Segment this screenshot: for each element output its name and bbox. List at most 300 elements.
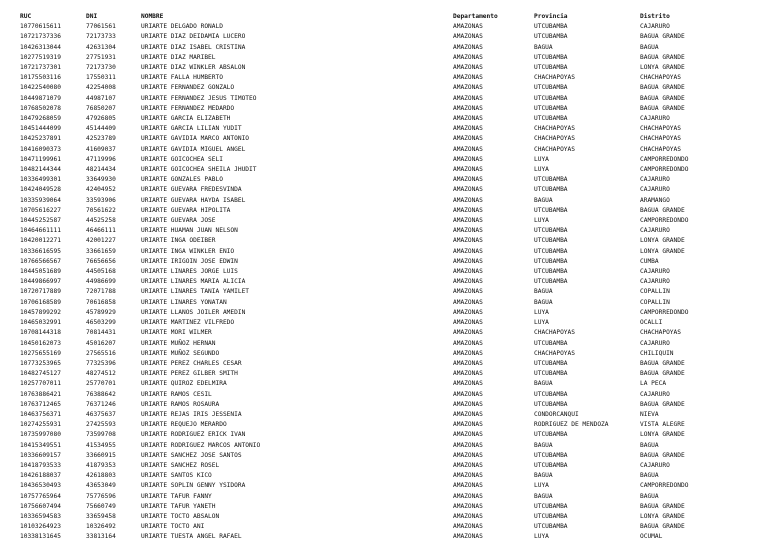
cell-provincia: BAGUA	[534, 380, 553, 388]
table-row	[20, 134, 740, 144]
cell-provincia: UTCUBAMBA	[534, 64, 568, 72]
table-row	[20, 287, 740, 297]
table-row	[20, 359, 740, 369]
cell-nombre: URIARTE GUEVARA HIPOLITA	[141, 206, 231, 214]
cell-dni: 44987107	[86, 94, 116, 102]
cell-distrito: LONYA GRANDE	[640, 431, 685, 439]
cell-distrito: CAMPORREDONDO	[640, 308, 689, 316]
cell-dni: 47926805	[86, 115, 116, 123]
cell-distrito: BAGUA GRANDE	[640, 94, 685, 102]
table-row	[20, 349, 740, 359]
table-row	[20, 532, 740, 542]
cell-departamento: AMAZONAS	[453, 268, 483, 276]
cell-nombre: URIARTE SANCHEZ ROSEL	[141, 461, 220, 469]
cell-nombre: URIARTE TUESTA ANGEL RAFAEL	[141, 533, 242, 541]
cell-provincia: UTCUBAMBA	[534, 237, 568, 245]
cell-provincia: CONDORCANQUI	[534, 410, 579, 418]
cell-dni: 77061561	[86, 23, 116, 31]
cell-provincia: UTCUBAMBA	[534, 268, 568, 276]
cell-distrito: BAGUA GRANDE	[640, 400, 685, 408]
cell-distrito: CAJARURO	[640, 227, 670, 235]
cell-ruc: 10336609157	[20, 451, 61, 459]
cell-distrito: BAGUA GRANDE	[640, 451, 685, 459]
cell-distrito: BAGUA GRANDE	[640, 53, 685, 61]
table-row	[20, 502, 740, 512]
cell-distrito: LA PECA	[640, 380, 667, 388]
cell-departamento: AMAZONAS	[453, 176, 483, 184]
cell-departamento: AMAZONAS	[453, 125, 483, 133]
cell-provincia: UTCUBAMBA	[534, 339, 568, 347]
table-row	[20, 94, 740, 104]
table-row	[20, 124, 740, 134]
cell-nombre: URIARTE RODRIGUEZ ERICK IVAN	[141, 431, 246, 439]
cell-dni: 42523789	[86, 135, 116, 143]
cell-distrito: OCALLI	[640, 319, 663, 327]
cell-ruc: 10275655169	[20, 349, 61, 357]
cell-departamento: AMAZONAS	[453, 145, 483, 153]
cell-dni: 41609037	[86, 145, 116, 153]
cell-ruc: 10449866997	[20, 278, 61, 286]
cell-distrito: BAGUA	[640, 441, 659, 449]
cell-ruc: 10721737336	[20, 33, 61, 41]
table-row	[20, 441, 740, 451]
table-row	[20, 379, 740, 389]
cell-distrito: BAGUA GRANDE	[640, 33, 685, 41]
cell-ruc: 10277519319	[20, 53, 61, 61]
cell-dni: 33593906	[86, 196, 116, 204]
cell-ruc: 10436530493	[20, 482, 61, 490]
cell-departamento: AMAZONAS	[453, 421, 483, 429]
cell-distrito: CAMPORREDONDO	[640, 482, 689, 490]
cell-ruc: 10450162073	[20, 339, 61, 347]
cell-nombre: URIARTE LINARES YONATAN	[141, 298, 227, 306]
table-row	[20, 226, 740, 236]
cell-departamento: AMAZONAS	[453, 43, 483, 51]
cell-dni: 44986699	[86, 278, 116, 286]
cell-nombre: URIARTE REJAS IRIS JESSENIA	[141, 410, 242, 418]
cell-ruc: 10720717889	[20, 288, 61, 296]
header-departamento: Departamento	[453, 13, 498, 20]
cell-ruc: 10763886421	[20, 390, 61, 398]
cell-ruc: 10756607494	[20, 502, 61, 510]
cell-provincia: UTCUBAMBA	[534, 206, 568, 214]
cell-departamento: AMAZONAS	[453, 502, 483, 510]
cell-distrito: NIEVA	[640, 410, 659, 418]
cell-nombre: URIARTE GUEVARA HAYDA ISABEL	[141, 196, 246, 204]
cell-departamento: AMAZONAS	[453, 278, 483, 286]
cell-provincia: CHACHAPOYAS	[534, 145, 575, 153]
cell-distrito: CHACHAPOYAS	[640, 145, 681, 153]
cell-ruc: 10449871079	[20, 94, 61, 102]
cell-ruc: 10426313044	[20, 43, 61, 51]
cell-departamento: AMAZONAS	[453, 288, 483, 296]
table-row	[20, 236, 740, 246]
table-row	[20, 155, 740, 165]
cell-nombre: URIARTE REQUEJO MERARDO	[141, 421, 227, 429]
cell-ruc: 10257707011	[20, 380, 61, 388]
cell-ruc: 10706168589	[20, 298, 61, 306]
cell-distrito: CAJARURO	[640, 278, 670, 286]
cell-ruc: 10763712465	[20, 400, 61, 408]
cell-distrito: LONYA GRANDE	[640, 512, 685, 520]
cell-departamento: AMAZONAS	[453, 482, 483, 490]
cell-departamento: AMAZONAS	[453, 410, 483, 418]
cell-ruc: 10464661111	[20, 227, 61, 235]
cell-departamento: AMAZONAS	[453, 441, 483, 449]
table-row	[20, 512, 740, 522]
cell-ruc: 10708144318	[20, 329, 61, 337]
cell-nombre: URIARTE SANTOS KICO	[141, 472, 212, 480]
cell-distrito: COPALLIN	[640, 298, 670, 306]
table-row	[20, 522, 740, 532]
cell-departamento: AMAZONAS	[453, 359, 483, 367]
table-row	[20, 369, 740, 379]
cell-departamento: AMAZONAS	[453, 53, 483, 61]
cell-departamento: AMAZONAS	[453, 257, 483, 265]
cell-provincia: UTCUBAMBA	[534, 227, 568, 235]
cell-distrito: CHACHAPOYAS	[640, 329, 681, 337]
cell-ruc: 10465032991	[20, 319, 61, 327]
cell-nombre: URIARTE MUÑOZ SEGUNDO	[141, 349, 220, 357]
cell-departamento: AMAZONAS	[453, 298, 483, 306]
cell-departamento: AMAZONAS	[453, 431, 483, 439]
cell-provincia: BAGUA	[534, 298, 553, 306]
cell-dni: 72071788	[86, 288, 116, 296]
cell-nombre: URIARTE GAVIDIA MARCO ANTONIO	[141, 135, 250, 143]
cell-departamento: AMAZONAS	[453, 155, 483, 163]
cell-provincia: LUYA	[534, 217, 549, 225]
cell-dni: 76388642	[86, 390, 116, 398]
cell-ruc: 10773253965	[20, 359, 61, 367]
table-row	[20, 461, 740, 471]
cell-distrito: CAJARURO	[640, 23, 670, 31]
cell-dni: 27565516	[86, 349, 116, 357]
cell-ruc: 10463756371	[20, 410, 61, 418]
table-body	[20, 22, 740, 542]
cell-dni: 73599708	[86, 431, 116, 439]
cell-departamento: AMAZONAS	[453, 104, 483, 112]
cell-distrito: BAGUA GRANDE	[640, 359, 685, 367]
cell-nombre: URIARTE LLANOS JOILER AMEDIN	[141, 308, 246, 316]
cell-departamento: AMAZONAS	[453, 533, 483, 541]
cell-distrito: CUMBA	[640, 257, 659, 265]
table-row	[20, 339, 740, 349]
cell-ruc: 10768502078	[20, 104, 61, 112]
table-row	[20, 492, 740, 502]
cell-dni: 44505168	[86, 268, 116, 276]
cell-nombre: URIARTE FALLA HUMBERTO	[141, 74, 223, 82]
cell-nombre: URIARTE INGA WINKLER ENIO	[141, 247, 235, 255]
cell-ruc: 10336594583	[20, 512, 61, 520]
cell-nombre: URIARTE GOICOCHEA SHEILA JHUDIT	[141, 166, 257, 174]
cell-departamento: AMAZONAS	[453, 472, 483, 480]
cell-dni: 44525258	[86, 217, 116, 225]
cell-distrito: CAJARURO	[640, 176, 670, 184]
cell-nombre: URIARTE PEREZ CHARLES CESAR	[141, 359, 242, 367]
cell-provincia: LUYA	[534, 308, 549, 316]
cell-dni: 10326492	[86, 523, 116, 531]
cell-distrito: VISTA ALEGRE	[640, 421, 685, 429]
cell-distrito: CAJARURO	[640, 115, 670, 123]
cell-nombre: URIARTE GOICOCHEA SELI	[141, 155, 223, 163]
cell-provincia: CHACHAPOYAS	[534, 125, 575, 133]
table-row	[20, 451, 740, 461]
cell-ruc: 10445252587	[20, 217, 61, 225]
cell-provincia: UTCUBAMBA	[534, 451, 568, 459]
cell-departamento: AMAZONAS	[453, 308, 483, 316]
cell-departamento: AMAZONAS	[453, 370, 483, 378]
cell-provincia: UTCUBAMBA	[534, 53, 568, 61]
cell-ruc: 10457899292	[20, 308, 61, 316]
cell-provincia: BAGUA	[534, 288, 553, 296]
cell-departamento: AMAZONAS	[453, 206, 483, 214]
cell-provincia: UTCUBAMBA	[534, 186, 568, 194]
header-dni: DNI	[86, 13, 98, 20]
cell-nombre: URIARTE DIAZ MARIBEL	[141, 53, 216, 61]
cell-provincia: UTCUBAMBA	[534, 461, 568, 469]
cell-provincia: UTCUBAMBA	[534, 176, 568, 184]
cell-provincia: LUYA	[534, 482, 549, 490]
cell-provincia: LUYA	[534, 533, 549, 541]
table-row	[20, 145, 740, 155]
table-row	[20, 43, 740, 53]
table-row	[20, 53, 740, 63]
cell-departamento: AMAZONAS	[453, 166, 483, 174]
table-row	[20, 185, 740, 195]
cell-departamento: AMAZONAS	[453, 319, 483, 327]
cell-departamento: AMAZONAS	[453, 227, 483, 235]
cell-departamento: AMAZONAS	[453, 237, 483, 245]
header-distrito: Distrito	[640, 13, 670, 20]
cell-distrito: BAGUA GRANDE	[640, 84, 685, 92]
cell-departamento: AMAZONAS	[453, 94, 483, 102]
cell-nombre: URIARTE FERNANDEZ MEDARDO	[141, 104, 235, 112]
cell-nombre: URIARTE GAVIDIA MIGUEL ANGEL	[141, 145, 246, 153]
cell-provincia: UTCUBAMBA	[534, 104, 568, 112]
cell-nombre: URIARTE PEREZ GILBER SMITH	[141, 370, 238, 378]
cell-provincia: LUYA	[534, 319, 549, 327]
cell-distrito: BAGUA	[640, 492, 659, 500]
table-row	[20, 410, 740, 420]
cell-provincia: UTCUBAMBA	[534, 84, 568, 92]
cell-provincia: CHACHAPOYAS	[534, 74, 575, 82]
cell-departamento: AMAZONAS	[453, 186, 483, 194]
cell-dni: 72173733	[86, 33, 116, 41]
table-row	[20, 390, 740, 400]
cell-dni: 76850207	[86, 104, 116, 112]
cell-ruc: 10482745127	[20, 370, 61, 378]
cell-provincia: UTCUBAMBA	[534, 33, 568, 41]
table-row	[20, 196, 740, 206]
cell-departamento: AMAZONAS	[453, 329, 483, 337]
cell-distrito: BAGUA	[640, 43, 659, 51]
header-provincia: Provincia	[534, 13, 568, 20]
cell-departamento: AMAZONAS	[453, 217, 483, 225]
cell-ruc: 10482144344	[20, 166, 61, 174]
cell-departamento: AMAZONAS	[453, 33, 483, 41]
cell-departamento: AMAZONAS	[453, 349, 483, 357]
table-row	[20, 257, 740, 267]
cell-dni: 33660915	[86, 451, 116, 459]
table-row	[20, 420, 740, 430]
cell-dni: 70561622	[86, 206, 116, 214]
cell-dni: 77325396	[86, 359, 116, 367]
cell-provincia: UTCUBAMBA	[534, 94, 568, 102]
cell-dni: 27751931	[86, 53, 116, 61]
cell-provincia: UTCUBAMBA	[534, 400, 568, 408]
cell-nombre: URIARTE MORI WILMER	[141, 329, 212, 337]
cell-provincia: RODRIGUEZ DE MENDOZA	[534, 421, 609, 429]
cell-ruc: 10451444099	[20, 125, 61, 133]
cell-nombre: URIARTE INGA ODEIBER	[141, 237, 216, 245]
cell-departamento: AMAZONAS	[453, 339, 483, 347]
cell-departamento: AMAZONAS	[453, 400, 483, 408]
cell-departamento: AMAZONAS	[453, 64, 483, 72]
cell-departamento: AMAZONAS	[453, 451, 483, 459]
cell-nombre: URIARTE FERNANDEZ GONZALO	[141, 84, 235, 92]
cell-ruc: 10338131645	[20, 533, 61, 541]
cell-distrito: ARAMANGO	[640, 196, 670, 204]
cell-dni: 33661659	[86, 247, 116, 255]
cell-distrito: BAGUA GRANDE	[640, 502, 685, 510]
cell-dni: 72173730	[86, 64, 116, 72]
cell-dni: 33649930	[86, 176, 116, 184]
cell-ruc: 10422540080	[20, 84, 61, 92]
table-row	[20, 22, 740, 32]
cell-ruc: 10420012271	[20, 237, 61, 245]
cell-nombre: URIARTE SANCHEZ JOSE SANTOS	[141, 451, 242, 459]
cell-ruc: 10336499301	[20, 176, 61, 184]
cell-nombre: URIARTE RODRIGUEZ MARCOS ANTONIO	[141, 441, 261, 449]
cell-dni: 33813164	[86, 533, 116, 541]
cell-provincia: BAGUA	[534, 196, 553, 204]
cell-dni: 25770701	[86, 380, 116, 388]
cell-dni: 70616858	[86, 298, 116, 306]
cell-distrito: BAGUA GRANDE	[640, 370, 685, 378]
cell-departamento: AMAZONAS	[453, 390, 483, 398]
cell-ruc: 10479268059	[20, 115, 61, 123]
cell-departamento: AMAZONAS	[453, 115, 483, 123]
cell-nombre: URIARTE LINARES TANIA YAMILET	[141, 288, 250, 296]
cell-dni: 75660749	[86, 502, 116, 510]
cell-ruc: 10770615611	[20, 23, 61, 31]
cell-distrito: CAJARURO	[640, 339, 670, 347]
cell-nombre: URIARTE DIAZ ISABEL CRISTINA	[141, 43, 246, 51]
cell-dni: 47119996	[86, 155, 116, 163]
table-row	[20, 104, 740, 114]
cell-ruc: 10766566567	[20, 257, 61, 265]
cell-ruc: 10721737301	[20, 64, 61, 72]
cell-provincia: UTCUBAMBA	[534, 278, 568, 286]
cell-dni: 45789929	[86, 308, 116, 316]
cell-distrito: CHACHAPOYAS	[640, 125, 681, 133]
cell-departamento: AMAZONAS	[453, 492, 483, 500]
cell-departamento: AMAZONAS	[453, 135, 483, 143]
cell-distrito: LONYA GRANDE	[640, 64, 685, 72]
cell-distrito: CHILIQUIN	[640, 349, 674, 357]
cell-dni: 27425593	[86, 421, 116, 429]
cell-distrito: BAGUA GRANDE	[640, 523, 685, 531]
table-row	[20, 471, 740, 481]
cell-nombre: URIARTE FERNANDEZ JESUS TIMOTEO	[141, 94, 257, 102]
table-row	[20, 430, 740, 440]
cell-departamento: AMAZONAS	[453, 84, 483, 92]
cell-provincia: CHACHAPOYAS	[534, 329, 575, 337]
table-row	[20, 277, 740, 287]
header-row	[20, 12, 740, 22]
cell-provincia: UTCUBAMBA	[534, 523, 568, 531]
cell-dni: 70814431	[86, 329, 116, 337]
table-row	[20, 247, 740, 257]
cell-nombre: URIARTE GARCIA LILIAN YUDIT	[141, 125, 242, 133]
cell-provincia: UTCUBAMBA	[534, 370, 568, 378]
cell-nombre: URIARTE DIAZ DEIDAMIA LUCERO	[141, 33, 246, 41]
cell-distrito: CAJARURO	[640, 268, 670, 276]
cell-nombre: URIARTE SOPLIN GENNY YSIDORA	[141, 482, 246, 490]
cell-distrito: CAMPORREDONDO	[640, 217, 689, 225]
table-row	[20, 175, 740, 185]
cell-provincia: UTCUBAMBA	[534, 257, 568, 265]
cell-provincia: CHACHAPOYAS	[534, 135, 575, 143]
cell-ruc: 10415349551	[20, 441, 61, 449]
cell-nombre: URIARTE TOCTO ANI	[141, 523, 205, 531]
table-row	[20, 73, 740, 83]
cell-ruc: 10424049528	[20, 186, 61, 194]
cell-provincia: BAGUA	[534, 492, 553, 500]
table-row	[20, 400, 740, 410]
cell-nombre: URIARTE GARCIA ELIZABETH	[141, 115, 231, 123]
cell-distrito: CAJARURO	[640, 186, 670, 194]
cell-departamento: AMAZONAS	[453, 512, 483, 520]
cell-nombre: URIARTE TOCTO ABSALON	[141, 512, 220, 520]
cell-distrito: CAJARURO	[640, 390, 670, 398]
cell-departamento: AMAZONAS	[453, 74, 483, 82]
cell-dni: 48274512	[86, 370, 116, 378]
cell-distrito: BAGUA	[640, 472, 659, 480]
cell-ruc: 10426188037	[20, 472, 61, 480]
cell-provincia: UTCUBAMBA	[534, 23, 568, 31]
cell-departamento: AMAZONAS	[453, 380, 483, 388]
cell-dni: 76371246	[86, 400, 116, 408]
cell-distrito: OCUMAL	[640, 533, 663, 541]
cell-dni: 41879353	[86, 461, 116, 469]
cell-departamento: AMAZONAS	[453, 23, 483, 31]
cell-provincia: UTCUBAMBA	[534, 115, 568, 123]
table-row	[20, 267, 740, 277]
cell-provincia: UTCUBAMBA	[534, 247, 568, 255]
cell-nombre: URIARTE TAFUR FANNY	[141, 492, 212, 500]
table-row	[20, 63, 740, 73]
records-table	[20, 12, 740, 543]
cell-distrito: BAGUA GRANDE	[640, 104, 685, 112]
cell-provincia: UTCUBAMBA	[534, 359, 568, 367]
cell-provincia: UTCUBAMBA	[534, 431, 568, 439]
cell-ruc: 10103264923	[20, 523, 61, 531]
cell-provincia: BAGUA	[534, 441, 553, 449]
table-row	[20, 318, 740, 328]
cell-nombre: URIARTE DELGADO RONALD	[141, 23, 223, 31]
cell-departamento: AMAZONAS	[453, 461, 483, 469]
table-row	[20, 328, 740, 338]
cell-dni: 46466111	[86, 227, 116, 235]
table-row	[20, 308, 740, 318]
cell-provincia: CHACHAPOYAS	[534, 349, 575, 357]
cell-nombre: URIARTE LINARES JORGE LUIS	[141, 268, 238, 276]
cell-provincia: LUYA	[534, 155, 549, 163]
cell-distrito: CAMPORREDONDO	[640, 166, 689, 174]
cell-departamento: AMAZONAS	[453, 247, 483, 255]
cell-dni: 43653049	[86, 482, 116, 490]
